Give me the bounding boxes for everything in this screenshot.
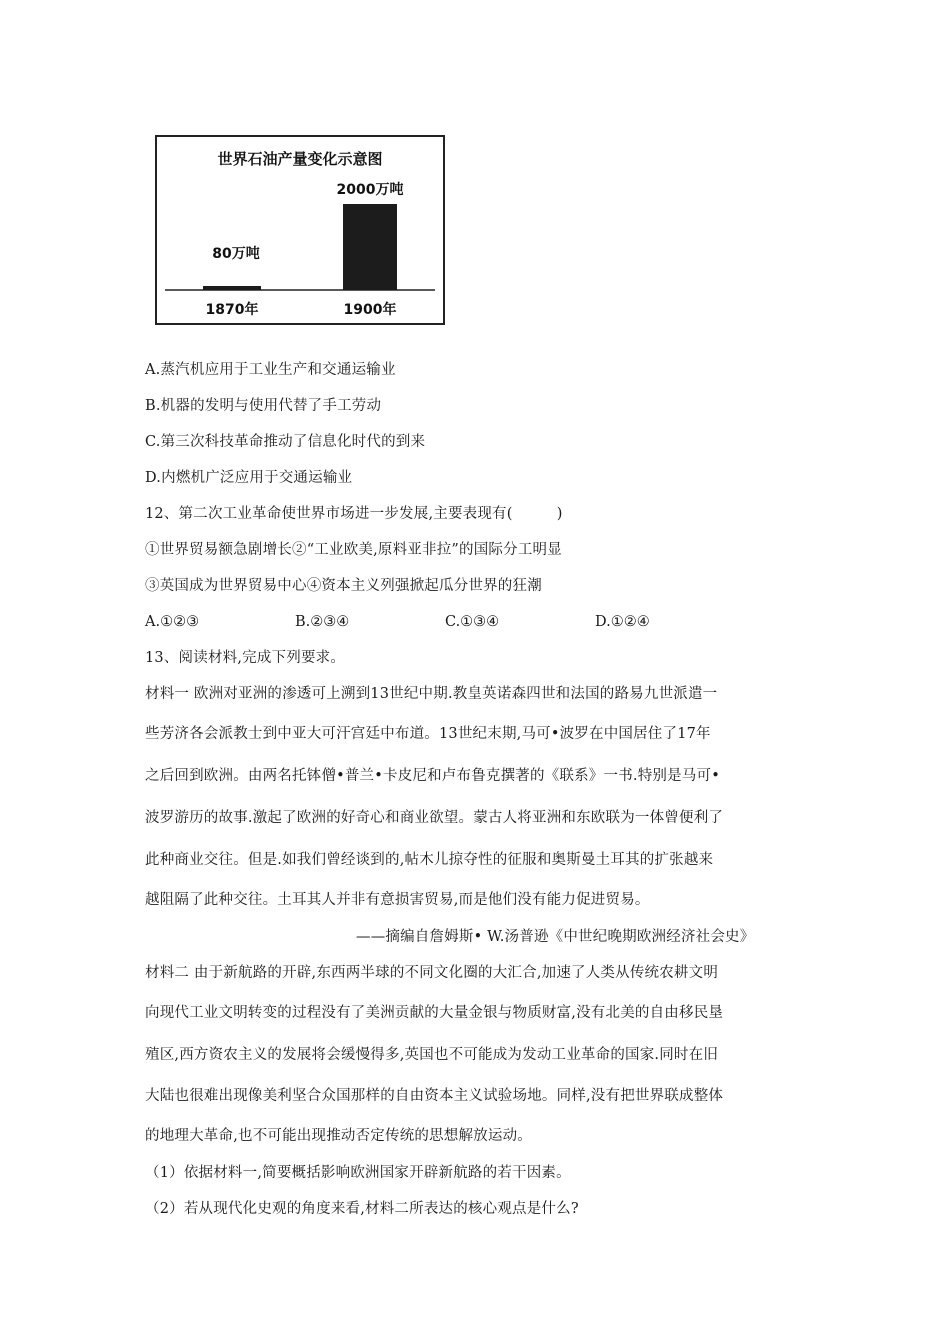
material1-source: ——摘编自詹姆斯• W.汤普逊《中世纪晚期欧洲经济社会史》 xyxy=(356,929,755,945)
material2-line: 殖区,西方资农主义的发展将会缓慢得多,英国也不可能成为发动工业革命的国家.同时在旧 xyxy=(145,1047,719,1063)
category-label: 1870年 xyxy=(205,302,259,318)
q12-items-line2: ③英国成为世界贸易中心④资本主义列强掀起瓜分世界的狂潮 xyxy=(145,578,542,594)
material1-line: 之后回到欧洲。由两名托钵僧•普兰•卡皮尼和卢布鲁克撰著的《联系》一书.特别是马可• xyxy=(145,768,720,784)
material1-line: 波罗游历的故事.激起了欧洲的好奇心和商业欲望。蒙古人将亚洲和东欧联为一体曾便利了 xyxy=(145,810,724,826)
q11-option-c: C.第三次科技革命推动了信息化时代的到来 xyxy=(145,434,426,450)
q11-option-b: B.机器的发明与使用代替了手工劳动 xyxy=(145,398,382,414)
material2-line: 大陆也很难出现像美利坚合众国那样的自由资本主义试验场地。同样,没有把世界联成整体 xyxy=(145,1088,724,1104)
q11-option-d: D.内燃机广泛应用于交通运输业 xyxy=(145,470,353,486)
chart-title: 世界石油产量变化示意图 xyxy=(217,150,383,168)
q12-option-d: D.①②④ xyxy=(595,614,650,630)
material1-line: 材料一 欧洲对亚洲的渗透可上溯到13世纪中期.教皇英诺森四世和法国的路易九世派遣一 xyxy=(145,686,718,702)
material1-line: 越阻隔了此种交往。土耳其人并非有意损害贸易,而是他们没有能力促进贸易。 xyxy=(145,892,650,908)
data-label: 2000万吨 xyxy=(336,182,404,198)
oil-production-chart xyxy=(155,135,445,325)
material2-line: 材料二 由于新航路的开辟,东西两半球的不同文化圈的大汇合,加速了人类从传统农耕文明 xyxy=(145,965,719,981)
q12-option-c: C.①③④ xyxy=(445,614,500,630)
q12-option-b: B.②③④ xyxy=(295,614,350,630)
material1-line: 些芳济各会派教士到中亚大可汗宫廷中布道。13世纪末期,马可•波罗在中国居住了17年 xyxy=(145,726,711,742)
material2-line: 向现代工业文明转变的过程没有了美洲贡献的大量金银与物质财富,没有北美的自由移民垦 xyxy=(145,1005,724,1021)
q12-option-a: A.①②③ xyxy=(145,614,200,630)
chart-svg xyxy=(157,137,443,323)
q13-sub-question-1: （1）依据材料一,简要概括影响欧洲国家开辟新航路的若干因素。 xyxy=(145,1165,571,1181)
q13-sub-question-2: （2）若从现代化史观的角度来看,材料二所表达的核心观点是什么? xyxy=(145,1201,579,1217)
q13-stem: 13、阅读材料,完成下列要求。 xyxy=(145,650,346,666)
q12-stem: 12、第二次工业革命使世界市场进一步发展,主要表现有( ) xyxy=(145,506,563,522)
material1-line: 此种商业交往。但是.如我们曾经谈到的,帖木儿掠夺性的征服和奥斯曼土耳其的扩张越来 xyxy=(145,852,714,868)
q11-option-a: A.蒸汽机应用于工业生产和交通运输业 xyxy=(145,362,396,378)
bar-1870年 xyxy=(203,286,261,290)
material2-line: 的地理大革命,也不可能出现推动否定传统的思想解放运动。 xyxy=(145,1128,533,1144)
bar-1900年 xyxy=(343,204,397,290)
q12-items-line1: ①世界贸易额急剧增长②“工业欧美,原料亚非拉”的国际分工明显 xyxy=(145,542,562,558)
category-label: 1900年 xyxy=(343,302,397,318)
data-label: 80万吨 xyxy=(212,246,260,262)
